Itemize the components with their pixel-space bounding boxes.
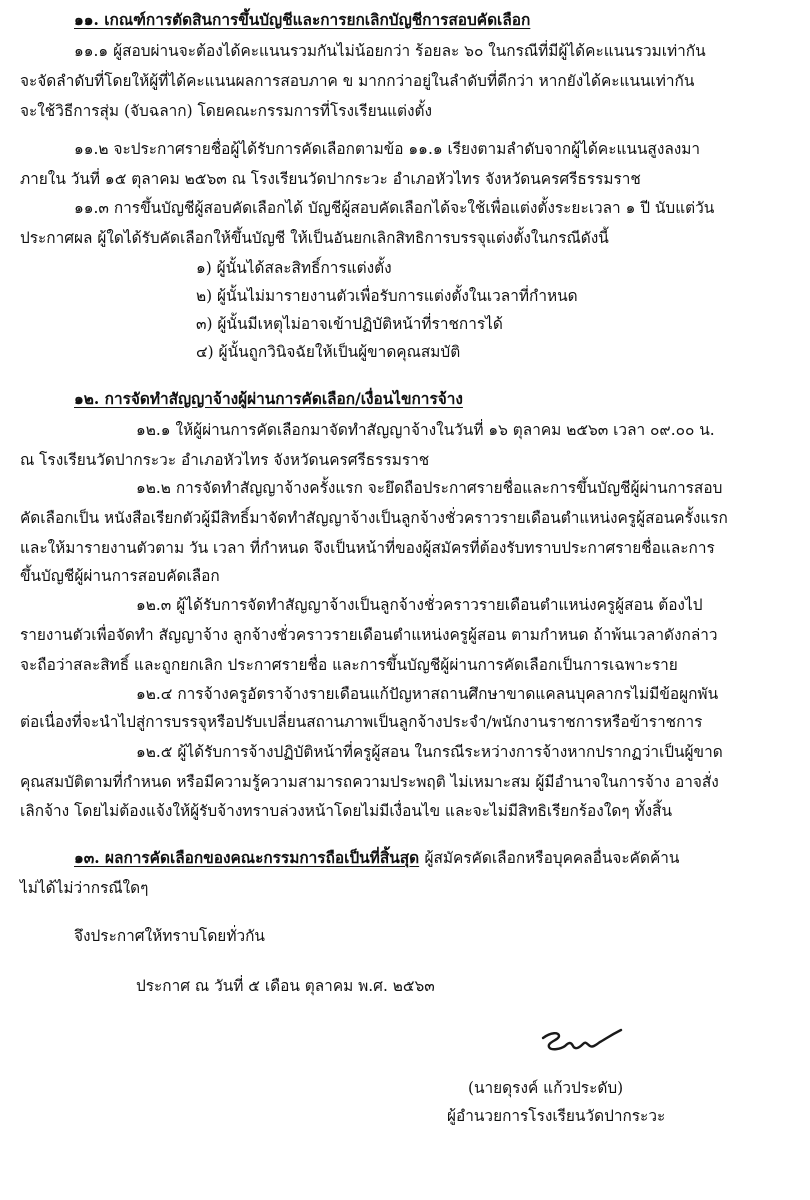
paragraph-12-1-line: ณ โรงเรียนวัดปากระวะ อำเภอหัวไทร จังหวัดนครศรีธรรมราช xyxy=(20,451,430,469)
paragraph-12-5-line: เลิกจ้าง โดยไม่ต้องแจ้งให้ผู้รับจ้างทราบล่วงหน้าโดยไม่มีเงื่อนไข และจะไม่มีสิทธิเรียกร้องใดๆ ทั้งสิ้น xyxy=(20,802,673,820)
section-13-heading: ๑๓. ผลการคัดเลือกของคณะกรรมการถือเป็นที่สิ้นสุด ผู้สมัครคัดเลือกหรือบุคคลอื่นจะคัดค้าน xyxy=(74,849,680,867)
paragraph-12-2-line: ขึ้นบัญชีผู้ผ่านการสอบคัดเลือก xyxy=(20,567,220,585)
signer-position: ผู้อำนวยการโรงเรียนวัดปากระวะ xyxy=(447,1107,666,1125)
paragraph-11-2-line: ๑๑.๒ จะประกาศรายชื่อผู้ได้รับการคัดเลือกตามข้อ ๑๑.๑ เรียงตามลำดับจากผู้ได้คะแนนสูงลงมา xyxy=(74,140,701,158)
paragraph-12-2-line: และให้มารายงานตัวตาม วัน เวลา ที่กำหนด จึงเป็นหน้าที่ของผู้สมัครที่ต้องรับทราบประกาศรายชื่อและการ xyxy=(20,539,715,557)
section-12-heading: ๑๒. การจัดทำสัญญาจ้างผู้ผ่านการคัดเลือก/เงื่อนไขการจ้าง xyxy=(74,390,463,408)
paragraph-11-3-line: ๑๑.๓ การขึ้นบัญชีผู้สอบคัดเลือกได้ บัญชีผู้สอบคัดเลือกได้จะใช้เพื่อแต่งตั้งระยะเวลา ๑ ปี นับแต่วัน xyxy=(74,199,715,217)
list-item: ๔) ผู้นั้นถูกวินิจฉัยให้เป็นผู้ขาดคุณสมบัติ xyxy=(196,343,461,361)
section-13-line: ไม่ได้ไม่ว่ากรณีใดๆ xyxy=(20,879,149,897)
paragraph-11-1-line: จะจัดลำดับที่โดยให้ผู้ที่ได้คะแนนผลการสอบภาค ข มากกว่าอยู่ในลำดับที่ดีกว่า หากยังได้คะแนนเท่ากัน xyxy=(20,72,695,90)
paragraph-12-4-line: ต่อเนื่องที่จะนำไปสู่การบรรจุหรือปรับเปลี่ยนสถานภาพเป็นลูกจ้างประจำ/พนักงานราชการหรือข้าราชการ xyxy=(20,713,703,731)
section-13-heading-tail: ผู้สมัครคัดเลือกหรือบุคคลอื่นจะคัดค้าน xyxy=(424,849,680,867)
paragraph-11-1-line: ๑๑.๑ ผู้สอบผ่านจะต้องได้คะแนนรวมกันไม่น้อยกว่า ร้อยละ ๖๐ ในกรณีที่มีผู้ได้คะแนนรวมเท่ากัน xyxy=(74,42,706,60)
signature-image xyxy=(537,1022,627,1056)
paragraph-12-3-line: จะถือว่าสละสิทธิ์ และถูกยกเลิก ประกาศรายชื่อ และการขึ้นบัญชีผู้ผ่านการคัดเลือกเป็นการเฉพาะราย xyxy=(20,656,678,674)
paragraph-12-4-line: ๑๒.๔ การจ้างครูอัตราจ้างรายเดือนแก้ปัญหาสถานศึกษาขาดแคลนบุคลากรไม่มีข้อผูกพัน xyxy=(136,685,719,703)
paragraph-12-1-line: ๑๒.๑ ให้ผู้ผ่านการคัดเลือกมาจัดทำสัญญาจ้างในวันที่ ๑๖ ตุลาคม ๒๕๖๓ เวลา ๐๙.๐๐ น. xyxy=(136,421,715,439)
list-item: ๒) ผู้นั้นไม่มารายงานตัวเพื่อรับการแต่งตั้งในเวลาที่กำหนด xyxy=(196,287,578,305)
paragraph-12-5-line: ๑๒.๕ ผู้ได้รับการจ้างปฏิบัติหน้าที่ครูผู้สอน ในกรณีระหว่างการจ้างหากปรากฏว่าเป็นผู้ขาด xyxy=(136,743,723,761)
list-item: ๓) ผู้นั้นมีเหตุไม่อาจเข้าปฏิบัติหน้าที่ราชการได้ xyxy=(196,315,503,333)
list-item: ๑) ผู้นั้นได้สละสิทธิ์การแต่งตั้ง xyxy=(196,259,392,277)
paragraph-11-3-line: ประกาศผล ผู้ใดได้รับคัดเลือกให้ขึ้นบัญชี ให้เป็นอันยกเลิกสิทธิการบรรจุแต่งตั้งในกรณีดังนี้ xyxy=(20,229,609,247)
section-11-heading: ๑๑. เกณฑ์การตัดสินการขึ้นบัญชีและการยกเลิกบัญชีการสอบคัดเลือก xyxy=(74,11,531,29)
paragraph-12-5-line: คุณสมบัติตามที่กำหนด หรือมีความรู้ความสามารถความประพฤติ ไม่เหมาะสม ผู้มีอำนาจในการจ้าง อาจสั่ง xyxy=(20,773,719,791)
paragraph-11-1-line: จะใช้วิธีการสุ่ม (จับฉลาก) โดยคณะกรรมการที่โรงเรียนแต่งตั้ง xyxy=(20,102,433,120)
paragraph-11-2-line: ภายใน วันที่ ๑๕ ตุลาคม ๒๕๖๓ ณ โรงเรียนวัดปากระวะ อำเภอหัวไทร จังหวัดนครศรีธรรมราช xyxy=(20,170,641,188)
signer-name: (นายดุรงค์ แก้วประดับ) xyxy=(468,1079,624,1097)
paragraph-12-2-line: ๑๒.๒ การจัดทำสัญญาจ้างครั้งแรก จะยึดถือประกาศรายชื่อและการขึ้นบัญชีผู้ผ่านการสอบ xyxy=(136,479,723,497)
closing-notice: จึงประกาศให้ทราบโดยทั่วกัน xyxy=(74,927,265,945)
paragraph-12-2-line: คัดเลือกเป็น หนังสือเรียกตัวผู้มีสิทธิ์มาจัดทำสัญญาจ้างเป็นลูกจ้างชั่วคราวรายเดือนตำแหน่งครูผู้สอนครั้งแรก xyxy=(20,509,728,527)
announcement-date: ประกาศ ณ วันที่ ๕ เดือน ตุลาคม พ.ศ. ๒๕๖๓ xyxy=(136,977,435,995)
paragraph-12-3-line: รายงานตัวเพื่อจัดทำ สัญญาจ้าง ลูกจ้างชั่วคราวรายเดือนตำแหน่งครูผู้สอน ตามกำหนด ถ้าพ้นเวลาดังกล่าว xyxy=(20,626,718,644)
paragraph-12-3-line: ๑๒.๓ ผู้ได้รับการจัดทำสัญญาจ้างเป็นลูกจ้างชั่วคราวรายเดือนตำแหน่งครูผู้สอน ต้องไป xyxy=(136,596,703,614)
